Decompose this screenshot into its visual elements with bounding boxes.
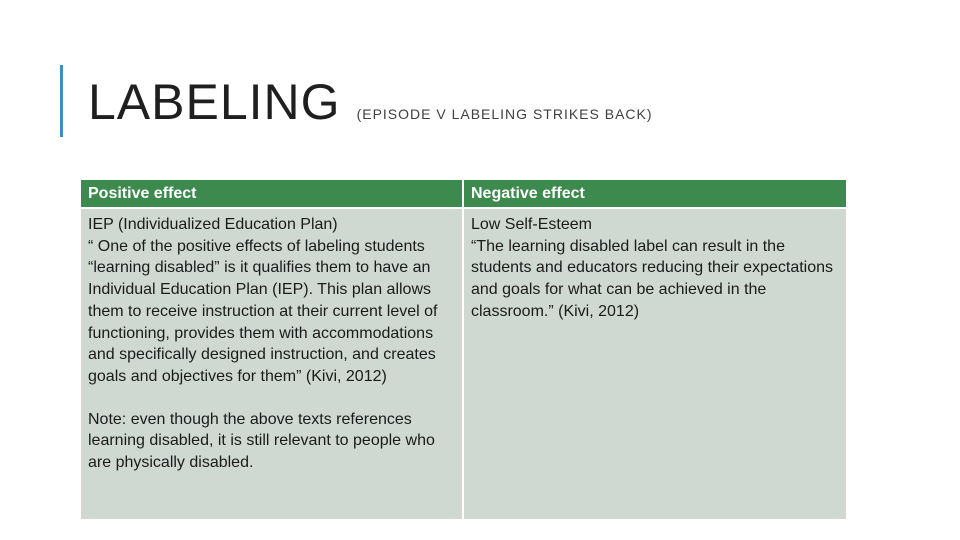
negative-effect-cell (464, 209, 846, 519)
negative-heading: Low Self-Esteem (471, 216, 592, 233)
slide-title: LABELING (88, 74, 341, 130)
slide-subtitle: (EPISODE V LABELING STRIKES BACK) (356, 106, 653, 122)
title-accent-bar (60, 65, 63, 137)
negative-quote: “The learning disabled label can result in the students and educators reducing their expectations and goals for what can be achieved in the classroom.” (Kivi, 2012) (471, 237, 834, 320)
header-negative-effect: Negative effect (464, 180, 846, 207)
header-positive-effect: Positive effect (81, 180, 462, 207)
positive-heading: IEP (Individualized Education Plan) (88, 216, 338, 233)
positive-note: Note: even though the above texts references learning disabled, it is still relevant to people who are physically disabled. (88, 410, 435, 472)
effects-table (81, 180, 846, 519)
title-area (88, 72, 653, 132)
positive-quote: “ One of the positive effects of labeling students “learning disabled” is it qualifies them to have an Individual Education Plan (IEP). This plan allows them to receive instruction at their current level of functioning, provides them with accommodations and specifically designed instruction, and creates goals and objectives for them” (Kivi, 2012) (88, 237, 438, 385)
positive-effect-cell (81, 209, 462, 519)
